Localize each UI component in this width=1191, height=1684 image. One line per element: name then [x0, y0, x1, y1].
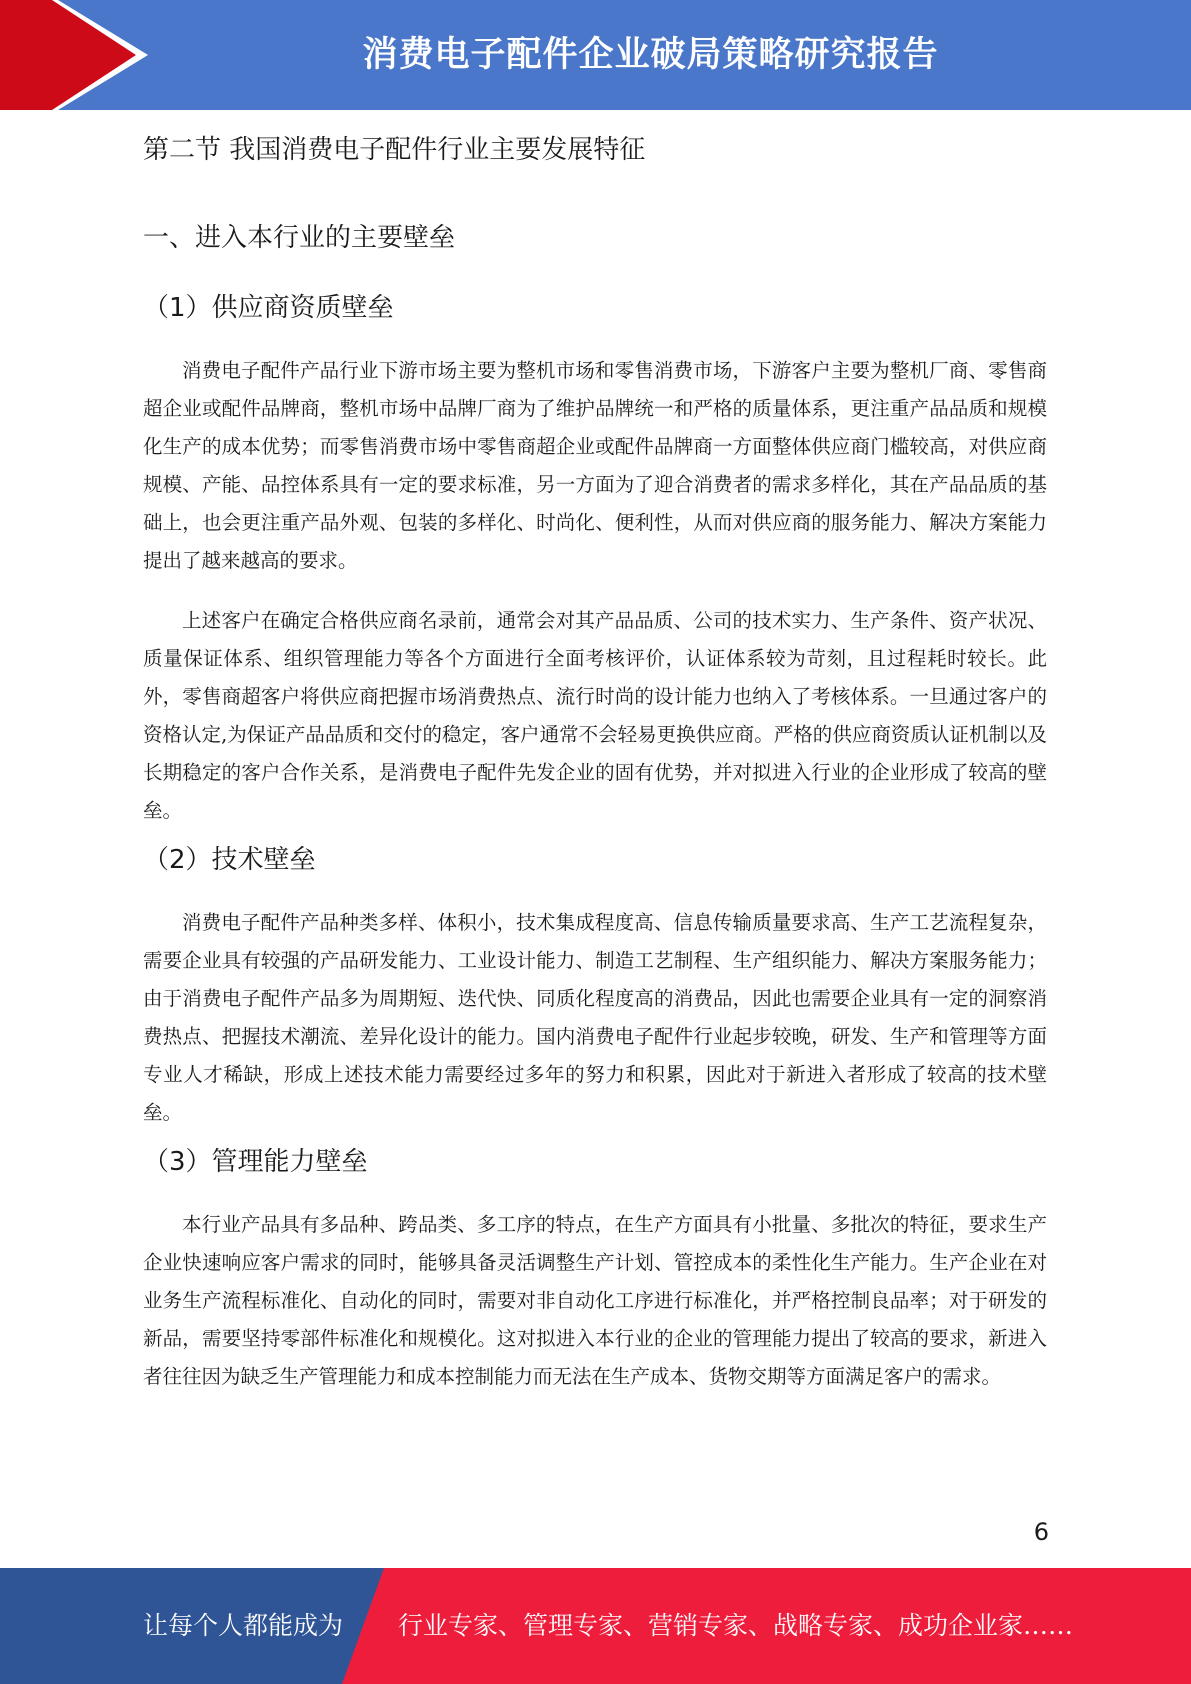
paragraph: 消费电子配件产品行业下游市场主要为整机市场和零售消费市场，下游客户主要为整机厂商、零售商超企业或配件品牌商，整机市场中品牌厂商为了维护品牌统一和严格的质量体系，更注重产品品质和规模化生产的成本优势；而零售消费市场中零售商超企业或配件品牌商一方面整体供应商门槛较高，对供应商规模、产能、品控体系具有一定的要求标准，另一方面为了迎合消费者的需求多样化，其在产品品质的基础上，也会更注重产品外观、包装的多样化、时尚化、便利性，从而对供应商的服务能力、解决方案能力提出了越来越高的要求。 [143, 359, 1047, 572]
subheading-technology-barrier: （2）技术壁垒 [143, 845, 316, 875]
report-title: 消费电子配件企业破局策略研究报告 [362, 35, 939, 75]
subheading-management-barrier: （3）管理能力壁垒 [143, 1147, 368, 1177]
footer-slogan-right: 行业专家、管理专家、营销专家、战略专家、成功企业家…… [398, 1611, 1074, 1640]
page-number: 6 [1033, 1518, 1049, 1546]
subheading-supplier-qualification: （1）供应商资质壁垒 [143, 293, 394, 323]
section-title: 第二节 我国消费电子配件行业主要发展特征 [143, 135, 646, 165]
page-content [143, 128, 1047, 1396]
paragraph: 本行业产品具有多品种、跨品类、多工序的特点，在生产方面具有小批量、多批次的特征，要求生产企业快速响应客户需求的同时，能够具备灵活调整生产计划、管控成本的柔性化生产能力。生产企业在对业务生产流程标准化、自动化的同时，需要对非自动化工序进行标准化，并严格控制良品率；对于研发的新品，需要坚持零部件标准化和规模化。这对拟进入本行业的企业的管理能力提出了较高的要求，新进入者往往因为缺乏生产管理能力和成本控制能力而无法在生产成本、货物交期等方面满足客户的需求。 [143, 1213, 1047, 1388]
paragraph: 上述客户在确定合格供应商名录前，通常会对其产品品质、公司的技术实力、生产条件、资产状况、质量保证体系、组织管理能力等各个方面进行全面考核评价，认证体系较为苛刻，且过程耗时较长。此外，零售商超客户将供应商把握市场消费热点、流行时尚的设计能力也纳入了考核体系。一旦通过客户的资格认定,为保证产品品质和交付的稳定，客户通常不会轻易更换供应商。严格的供应商资质认证机制以及长期稳定的客户合作关系，是消费电子配件先发企业的固有优势，并对拟进入行业的企业形成了较高的壁垒。 [143, 609, 1047, 822]
report-header-banner [0, 0, 1191, 110]
footer-slogan-left: 让每个人都能成为 [143, 1611, 344, 1640]
header-chevron-decoration [0, 0, 160, 110]
paragraph: 消费电子配件产品种类多样、体积小，技术集成程度高、信息传输质量要求高、生产工艺流程复杂，需要企业具有较强的产品研发能力、工业设计能力、制造工艺制程、生产组织能力、解决方案服务能力；由于消费电子配件产品多为周期短、迭代快、同质化程度高的消费品，因此也需要企业具有一定的洞察消费热点、把握技术潮流、差异化设计的能力。国内消费电子配件行业起步较晚，研发、生产和管理等方面专业人才稀缺，形成上述技术能力需要经过多年的努力和积累，因此对于新进入者形成了较高的技术壁垒。 [143, 911, 1047, 1124]
heading-entry-barriers: 一、进入本行业的主要壁垒 [143, 223, 456, 253]
footer-banner [0, 1568, 1191, 1684]
